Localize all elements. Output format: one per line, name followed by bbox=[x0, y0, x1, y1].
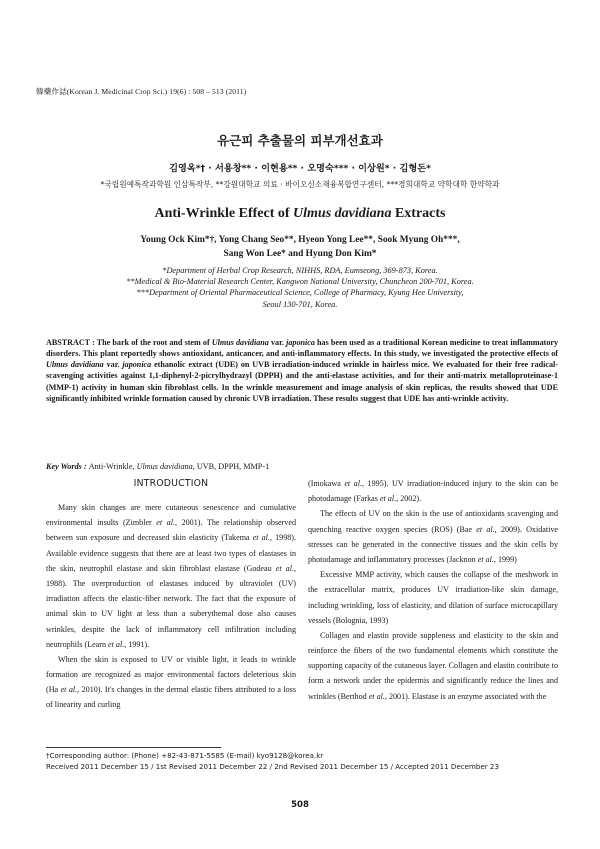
abstract-species: japonica bbox=[286, 338, 315, 347]
paragraph bbox=[308, 628, 558, 704]
section-heading: INTRODUCTION bbox=[133, 478, 209, 489]
text: 2009). Oxidative stresses can be generated in the connective tissues and the skin cells by photodamage and inflammatory processes (Jacknon bbox=[308, 524, 558, 564]
citation-etal: et al., bbox=[60, 685, 80, 695]
text: 2001). Elastase is an enzyme associated with the bbox=[388, 691, 547, 701]
english-authors-line: Sang Won Lee* and Hyung Don Kim* bbox=[223, 249, 377, 259]
abstract-text: has been used as a traditional Korean medicine to treat inflammatory disorders. This plant reportedly shows antioxidant, anticancer, and anti-inflammatory effects. In this study, we investigated the protective effects of bbox=[46, 338, 559, 359]
citation-etal: et al., bbox=[344, 479, 365, 488]
abstract bbox=[46, 337, 558, 404]
footnote bbox=[46, 751, 499, 772]
right-column bbox=[308, 476, 558, 704]
affiliation-line: **Medical & Bio-Material Research Center, Kangwon National University, Chuncheon 200-701, Korea. bbox=[126, 277, 474, 287]
citation-etal: et al., bbox=[108, 639, 127, 649]
abstract-text: var. bbox=[106, 360, 120, 370]
paragraph bbox=[308, 506, 558, 567]
running-header: 韓藥作誌(Korean J. Medicinal Crop Sci.) 19(6) : 508 – 513 (2011) bbox=[36, 87, 247, 96]
text: 1991). bbox=[128, 639, 150, 649]
text: 2002). bbox=[400, 494, 422, 504]
received-dates: Received 2011 December 15 / 1st Revised 2011 December 22 / 2nd Revised 2011 December 15 / Accepted 2011 December 23 bbox=[46, 761, 499, 771]
text: 1999) bbox=[497, 554, 517, 564]
text: 1995). UV irradiation-induced injury to the skin can be photodamage (Farkas bbox=[308, 479, 558, 504]
abstract-text: ethanolic extract (UDE) on UVB irradiation-induced wrinkle in hairless mice. We evaluated for their free radical-scavenging activities against 1,1-diphenyl-2-picrylhydrazyl (DPPH) and the anti-elastase activities, and for their anti-matrix metalloproteinase-1 (MMP-1) activity in human skin fibroblast cells. In the wrinkle measurement and image analysis of skin replicas, the results showed that UDE significantly inhibited wrinkle formation caused by chronic UVB irradiation. These results suggest that UDE has anti-wrinkle activity. bbox=[46, 360, 558, 403]
keywords-label: Key Words bbox=[46, 462, 82, 471]
abstract-species: Ulmus davidiana bbox=[211, 338, 269, 347]
paragraph bbox=[308, 476, 558, 506]
english-title-suffix: Extracts bbox=[394, 206, 446, 221]
korean-title: 유근피 추출물의 피부개선효과 bbox=[217, 133, 383, 148]
keywords-separator: : bbox=[81, 462, 89, 471]
text: The effects of UV on the skin is the use of antioxidants scavenging and quenching reactive oxygen species (ROS) (Bae bbox=[308, 509, 558, 534]
affiliation-line: ***Department of Oriental Pharmaceutical Science, College of Pharmacy, Kyung Hee University, bbox=[136, 288, 464, 298]
paragraph bbox=[46, 652, 296, 713]
corresponding-author: †Corresponding author: (Phone) +82-43-871-5585 (E-mail) kyo9128@korea.kr bbox=[46, 751, 324, 760]
english-authors bbox=[90, 233, 510, 261]
text: Many skin changes are mere cutaneous senescence and cumulative environmental insults (Zimbler bbox=[46, 503, 296, 528]
keyword: Ulmus davidiana, bbox=[136, 462, 195, 471]
english-affiliations bbox=[60, 265, 540, 310]
citation-etal: et al., bbox=[275, 563, 296, 573]
text: 2010). It's changes in the dermal elastic fibers attributed to a loss of linearity and curling bbox=[46, 685, 296, 710]
affiliation-line: Seoul 130-701, Korea. bbox=[262, 299, 338, 309]
english-title-prefix: Anti-Wrinkle Effect of bbox=[154, 206, 290, 221]
affiliation-line: *Department of Herbal Crop Research, NIHHS, RDA, Eumseong, 369-873, Korea. bbox=[162, 266, 438, 275]
text: When the skin is exposed to UV or visible light, it leads to wrinkle formation are recognized as major environmental factors deleterious skin (Ha bbox=[46, 654, 296, 695]
abstract-text: The bark of the root and stem of bbox=[96, 338, 210, 347]
text: 1988). The overproduction of elastases induced by ultraviolet (UV) irradiation affects the elastic-fiber network. The fact that the exposure of animal skin to UV light at less than a suberythemal dose also causes wrinkles, despite the lack of inflammatory cell infiltration including neutrophils (Learn bbox=[46, 578, 296, 649]
korean-authors: 김영옥*† · 서용창** · 이현용** · 오명숙*** · 이상원* · 김형돈* bbox=[169, 163, 431, 174]
citation-etal: et al., bbox=[477, 554, 496, 564]
keywords bbox=[46, 461, 558, 472]
keyword: UVB, DPPH, MMP-1 bbox=[196, 462, 270, 471]
paragraph bbox=[46, 500, 296, 652]
english-authors-line: Young Ock Kim*†, Yong Chang Seo**, Hyeon Yong Lee**, Sook Myung Oh***, bbox=[140, 235, 460, 245]
paragraph: Excessive MMP activity, which causes the collapse of the meshwork in the extracellular matrix, produces UV irradiation-like skin damage, including wrinkling, loss of elasticity, and dilation of surface microcapillary vessels (Bolognia, 1993) bbox=[308, 570, 558, 625]
page-number: 508 bbox=[291, 800, 309, 810]
footnote-divider bbox=[46, 747, 221, 748]
abstract-label: ABSTRACT : bbox=[46, 338, 95, 347]
citation-etal: et al., bbox=[252, 533, 272, 543]
abstract-species: japonica bbox=[122, 360, 152, 370]
text: 1998). Available evidence suggests that there are at least two types of elastases in the skin, neutrophil elastase and skin fibroblast elastase (Godeau bbox=[46, 533, 296, 573]
citation-etal: et al., bbox=[476, 524, 497, 534]
english-title bbox=[0, 206, 600, 222]
english-title-species: Ulmus davidiana bbox=[293, 206, 392, 221]
text: 2001). The relationship observed between sun exposure and decreased skin elasticity (Takema bbox=[46, 518, 296, 543]
citation-etal: et al., bbox=[156, 518, 178, 528]
left-column bbox=[46, 476, 296, 713]
text: (Imokawa bbox=[308, 479, 341, 488]
abstract-text: var. bbox=[270, 338, 284, 347]
keyword: Anti-Wrinkle, bbox=[88, 462, 135, 471]
text: Collagen and elastin provide suppleness and elasticity to the skin and reinforce the fibers of the two fundamental elements which constitute the supporting capacity of the cutaneous layer. Collagen and elastin contribute to form a network under the epidermis and significantly reduce the lines and wrinkles (Berthod bbox=[308, 630, 558, 701]
citation-etal: et al., bbox=[368, 691, 387, 701]
abstract-species: Ulmus davidiana bbox=[46, 360, 104, 370]
korean-affiliations: *국립원예특작과학원 인삼특작부, **강원대학교 의료 · 바이오신소재융복합연구센터, ***경희대학교 약학대학 한약학과 bbox=[100, 180, 500, 189]
citation-etal: et al., bbox=[379, 494, 399, 504]
